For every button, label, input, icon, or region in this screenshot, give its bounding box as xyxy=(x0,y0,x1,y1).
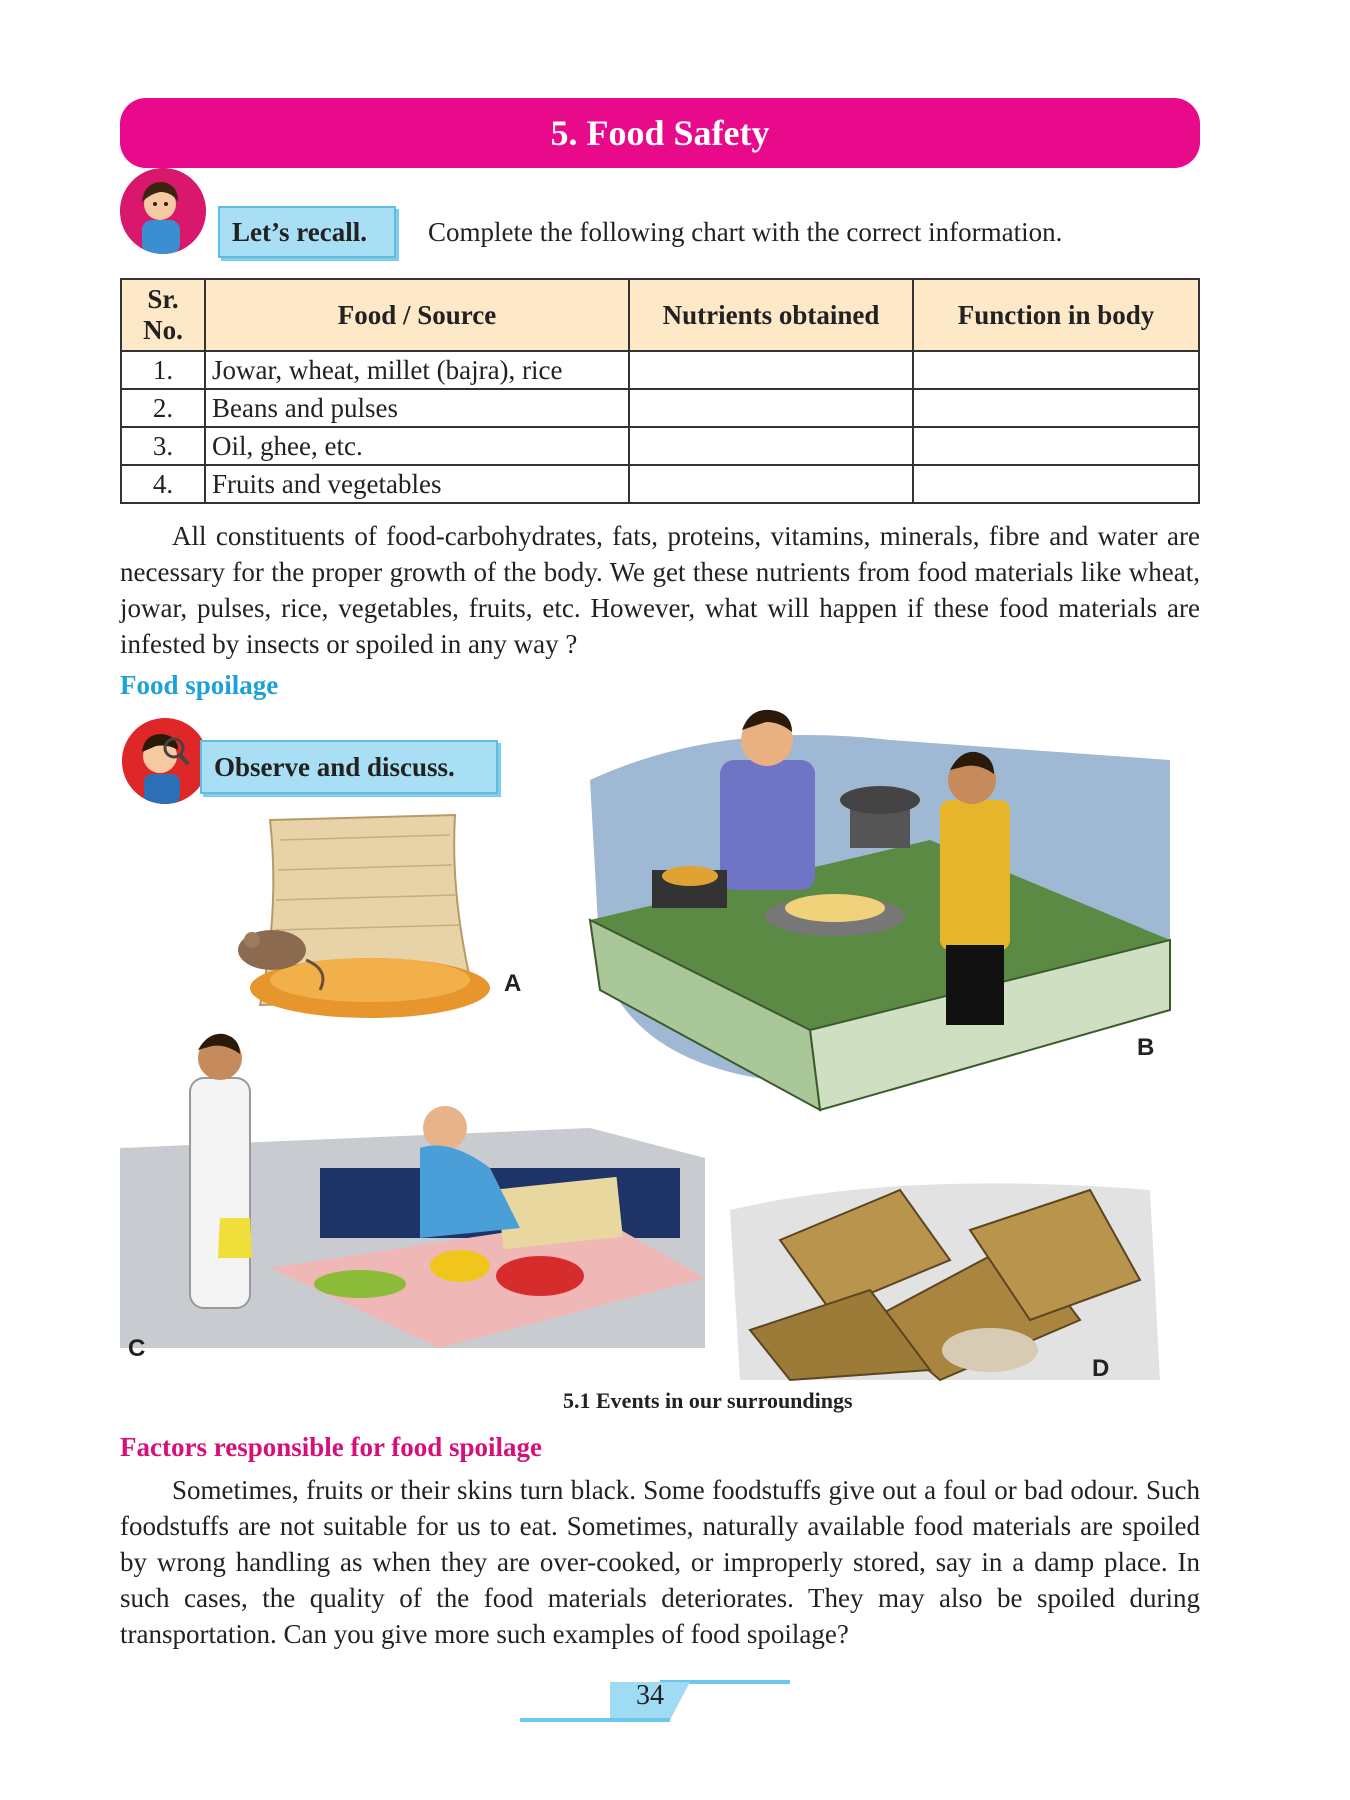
table-row xyxy=(121,389,1199,427)
row-number: 4. xyxy=(121,465,205,503)
row-function-cell[interactable] xyxy=(913,389,1199,427)
observe-discuss-label: Observe and discuss. xyxy=(200,740,498,794)
row-food: Oil, ghee, etc. xyxy=(205,427,629,465)
chapter-title: 5. Food Safety xyxy=(120,98,1200,168)
figure-d-damp-sacks-illustration xyxy=(720,1130,1170,1390)
intro-paragraph: All constituents of food-carbohydrates, fats, proteins, vitamins, minerals, fibre and water are necessary for the proper growth of the body. We get these nutrients from food materials like wheat, jowar, pulses, rice, vegetables, fruits, etc. However, what will happen if these food materials are infested by insects or spoiled in any way ? xyxy=(120,521,1200,659)
row-number: 2. xyxy=(121,389,205,427)
figure-label-d: D xyxy=(1092,1355,1110,1382)
row-food: Beans and pulses xyxy=(205,389,629,427)
section-heading-food-spoilage: Food spoilage xyxy=(120,670,279,700)
figure-caption: 5.1 Events in our surroundings xyxy=(563,1388,853,1413)
row-number: 3. xyxy=(121,427,205,465)
table-row xyxy=(121,351,1199,389)
lets-recall-label: Let’s recall. xyxy=(218,206,396,258)
figure-a-grain-sack-illustration xyxy=(220,810,520,1020)
nutrient-chart xyxy=(120,278,1200,504)
figure-label-a: A xyxy=(504,970,522,997)
girl-thinking-icon xyxy=(120,168,206,254)
recall-instruction: Complete the following chart with the correct information. xyxy=(428,217,1063,247)
row-function-cell[interactable] xyxy=(913,465,1199,503)
table-row xyxy=(121,465,1199,503)
row-nutrients-cell[interactable] xyxy=(629,351,913,389)
row-nutrients-cell[interactable] xyxy=(629,389,913,427)
row-function-cell[interactable] xyxy=(913,351,1199,389)
row-number: 1. xyxy=(121,351,205,389)
row-nutrients-cell[interactable] xyxy=(629,465,913,503)
factors-paragraph: Sometimes, fruits or their skins turn black. Some foodstuffs give out a foul or bad odour. Such foodstuffs are not suitable for us to eat. Sometimes, naturally available food materials are spoiled by wrong handling as when they are over-cooked, or improperly stored, say in a damp place. In such cases, the quality of the food materials deteriorates. They may also be spoiled during transportation. Can you give more such examples of food spoilage? xyxy=(120,1475,1200,1649)
section-heading-factors: Factors responsible for food spoilage xyxy=(120,1432,542,1462)
header-function: Function in body xyxy=(913,279,1199,351)
header-food-source: Food / Source xyxy=(205,279,629,351)
row-food: Fruits and vegetables xyxy=(205,465,629,503)
row-function-cell[interactable] xyxy=(913,427,1199,465)
figure-label-c: C xyxy=(128,1335,146,1362)
table-header-row xyxy=(121,279,1199,351)
header-sr-no: Sr. No. xyxy=(121,279,205,351)
header-nutrients: Nutrients obtained xyxy=(629,279,913,351)
boy-magnifier-icon xyxy=(122,718,208,804)
page-number: 34 xyxy=(636,1680,664,1711)
figure-label-b: B xyxy=(1137,1034,1155,1061)
figure-c-vegetable-seller-illustration xyxy=(120,1018,705,1388)
row-nutrients-cell[interactable] xyxy=(629,427,913,465)
row-food: Jowar, wheat, millet (bajra), rice xyxy=(205,351,629,389)
table-row xyxy=(121,427,1199,465)
